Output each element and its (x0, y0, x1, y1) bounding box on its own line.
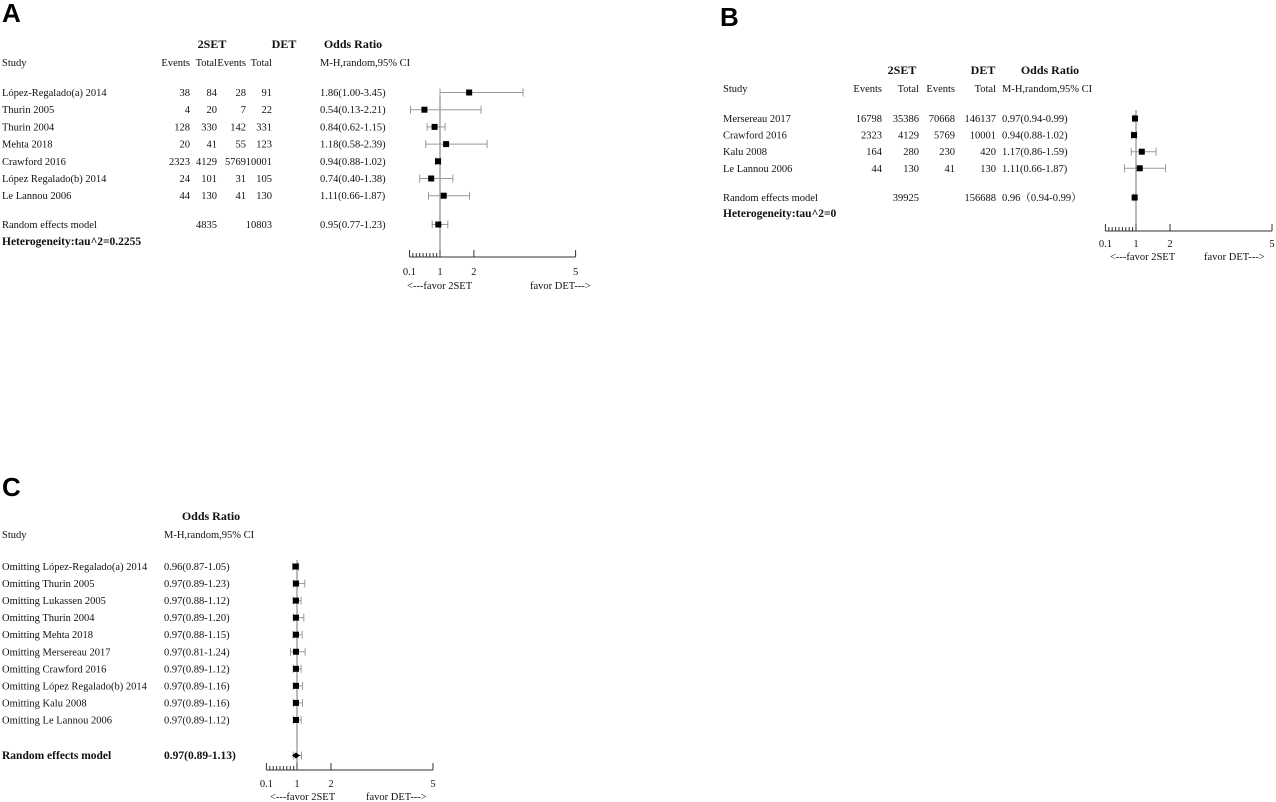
ci-text-cell: 0.96(0.87-1.05) (164, 562, 230, 573)
study-label: Omitting López Regalado(b) 2014 (2, 681, 147, 693)
col-header-ci: M-H,random,95% CI (164, 530, 255, 541)
ci-text-cell: 0.97(0.89-1.16) (164, 681, 230, 693)
total-2set-cell: 35386 (892, 114, 919, 125)
ci-text-cell: 0.97(0.89-1.20) (164, 613, 230, 625)
total-det-cell: 130 (980, 163, 996, 175)
ci-text-cell: 0.97(0.89-1.16) (164, 698, 230, 710)
total-2set-cell: 130 (903, 163, 919, 175)
group-header-det: DET (970, 63, 996, 77)
group-header-odds-ratio: Odds Ratio (323, 37, 383, 51)
total-2set-cell: 4129 (196, 156, 217, 168)
total-det-cell: 10001 (245, 156, 272, 168)
point-estimate (293, 683, 299, 689)
total-det-cell: 331 (256, 122, 272, 134)
total-det-cell: 130 (256, 191, 272, 203)
x-tick-label: 5 (430, 779, 436, 790)
heterogeneity-text: Heterogeneity:tau^2=0.2255 (2, 236, 142, 248)
total-2set-cell: 330 (201, 122, 217, 134)
panel-label-c: C (2, 472, 21, 502)
x-tick-label: 5 (1269, 239, 1275, 250)
events-det-cell: 41 (235, 191, 246, 203)
events-2set-cell: 128 (174, 122, 190, 134)
col-header-events-2set: Events (161, 58, 190, 69)
summary-estimate (1132, 195, 1138, 201)
point-estimate (293, 564, 299, 570)
point-estimate (435, 158, 441, 164)
point-estimate (1132, 116, 1138, 122)
group-header-odds-ratio: Odds Ratio (181, 509, 241, 523)
study-label: Le Lannou 2006 (2, 191, 72, 203)
events-det-cell: 5769 (225, 156, 246, 168)
events-det-cell: 142 (230, 122, 246, 134)
x-tick-label: 0.1 (259, 779, 273, 790)
summary-ci-text: 0.95(0.77-1.23) (320, 220, 386, 231)
ci-text-cell: 0.97(0.81-1.24) (164, 647, 230, 659)
point-estimate (466, 90, 472, 96)
panel-label-b: B (720, 2, 739, 32)
total-2set-cell: 4129 (898, 130, 919, 142)
summary-ci-text: 0.96（0.94-0.99） (1002, 193, 1082, 204)
col-header-total-2set: Total (897, 84, 919, 95)
point-estimate (293, 598, 299, 604)
events-2set-cell: 2323 (861, 130, 882, 142)
total-det-cell: 420 (980, 147, 996, 159)
favor-2set-label: <---favor 2SET (270, 792, 336, 802)
total-det-cell: 91 (261, 88, 272, 99)
group-header-odds-ratio: Odds Ratio (1020, 63, 1080, 77)
events-det-cell: 5769 (934, 130, 955, 142)
heterogeneity-text: Heterogeneity:tau^2=0 (723, 208, 837, 220)
point-estimate (293, 615, 299, 621)
x-tick-label: 1 (294, 779, 300, 790)
study-label: López-Regalado(a) 2014 (2, 88, 107, 99)
events-det-cell: 28 (235, 88, 246, 99)
ci-text-cell: 0.74(0.40-1.38) (320, 174, 386, 185)
ci-text-cell: 0.97(0.89-1.12) (164, 664, 230, 676)
study-label: Omitting Mehta 2018 (2, 630, 93, 642)
point-estimate (1137, 165, 1143, 171)
col-header-total-det: Total (974, 84, 996, 95)
study-label: Omitting Le Lannou 2006 (2, 715, 112, 727)
study-label: Omitting Crawford 2016 (2, 664, 107, 676)
study-label: Thurin 2005 (2, 105, 55, 117)
summary-total-det: 156688 (964, 193, 996, 204)
total-2set-cell: 41 (206, 139, 217, 151)
col-header-total-det: Total (250, 58, 272, 69)
total-2set-cell: 280 (903, 147, 919, 159)
study-label: Omitting Kalu 2008 (2, 698, 87, 710)
study-label: Kalu 2008 (723, 147, 768, 159)
point-estimate (293, 717, 299, 723)
col-header-events-det: Events (926, 84, 955, 95)
events-2set-cell: 16798 (855, 114, 882, 125)
ci-text-cell: 0.94(0.88-1.02) (320, 156, 386, 168)
summary-total-2set: 4835 (196, 220, 217, 231)
x-tick-label: 1 (437, 267, 443, 278)
events-2set-cell: 20 (179, 139, 190, 151)
summary-total-2set: 39925 (892, 193, 919, 204)
col-header-events-det: Events (217, 58, 246, 69)
ci-text-cell: 1.18(0.58-2.39) (320, 139, 386, 151)
x-tick-label: 5 (572, 267, 579, 278)
point-estimate (428, 176, 434, 182)
study-label: Omitting López-Regalado(a) 2014 (2, 562, 148, 573)
col-header-study: Study (723, 84, 748, 95)
study-label: Thurin 2004 (2, 122, 55, 134)
x-tick-label: 2 (328, 779, 334, 790)
ci-text-cell: 0.94(0.88-1.02) (1002, 130, 1068, 142)
x-tick-label: 1 (1133, 239, 1139, 250)
study-label: Mehta 2018 (2, 139, 53, 151)
ci-text-cell: 0.97(0.94-0.99) (1002, 114, 1068, 125)
x-tick-label: 0.1 (402, 267, 417, 278)
ci-text-cell: 0.97(0.89-1.23) (164, 579, 230, 591)
point-estimate (432, 124, 438, 130)
total-det-cell: 146137 (964, 114, 996, 125)
study-label: López Regalado(b) 2014 (2, 174, 107, 185)
events-det-cell: 7 (240, 105, 246, 117)
point-estimate (293, 581, 299, 587)
favor-det-label: favor DET---> (1204, 252, 1265, 263)
point-estimate (293, 649, 299, 655)
x-tick-label: 2 (1167, 239, 1173, 250)
group-header-2set: 2SET (887, 63, 917, 77)
study-label: Crawford 2016 (723, 130, 787, 142)
col-header-study: Study (2, 530, 27, 541)
point-estimate (1131, 132, 1137, 138)
col-header-ci: M-H,random,95% CI (320, 58, 411, 69)
point-estimate (293, 666, 299, 672)
total-det-cell: 123 (256, 139, 272, 151)
summary-ci-text: 0.97(0.89-1.13) (164, 750, 236, 762)
study-label: Le Lannou 2006 (723, 163, 793, 175)
ci-text-cell: 1.86(1.00-3.45) (320, 88, 386, 99)
ci-text-cell: 0.97(0.88-1.15) (164, 630, 230, 642)
events-2set-cell: 4 (184, 105, 190, 117)
col-header-events-2set: Events (853, 84, 882, 95)
total-det-cell: 22 (261, 105, 272, 117)
study-label: Omitting Mersereau 2017 (2, 647, 111, 659)
favor-det-label: favor DET---> (366, 792, 427, 802)
favor-2set-label: <---favor 2SET (1110, 252, 1176, 263)
events-det-cell: 55 (235, 139, 246, 151)
total-2set-cell: 101 (201, 174, 217, 185)
summary-label: Random effects model (723, 193, 818, 204)
ci-text-cell: 1.11(0.66-1.87) (320, 191, 386, 203)
events-2set-cell: 44 (871, 163, 882, 175)
point-estimate (293, 632, 299, 638)
col-header-ci: M-H,random,95% CI (1002, 84, 1093, 95)
ci-text-cell: 1.17(0.86-1.59) (1002, 147, 1068, 159)
col-header-study: Study (2, 58, 27, 69)
study-label: Mersereau 2017 (723, 114, 791, 125)
events-2set-cell: 164 (866, 147, 882, 159)
ci-text-cell: 0.84(0.62-1.15) (320, 122, 386, 134)
favor-det-label: favor DET---> (530, 281, 591, 292)
events-2set-cell: 44 (179, 191, 190, 203)
point-estimate (441, 193, 447, 199)
events-2set-cell: 38 (179, 88, 190, 99)
events-2set-cell: 24 (179, 174, 190, 185)
point-estimate (1139, 149, 1145, 155)
ci-text-cell: 0.97(0.88-1.12) (164, 596, 230, 608)
panel-label-a: A (2, 0, 21, 28)
total-det-cell: 10001 (969, 130, 996, 142)
group-header-det: DET (271, 37, 297, 51)
total-2set-cell: 84 (206, 88, 217, 99)
total-det-cell: 105 (256, 174, 272, 185)
total-2set-cell: 20 (206, 105, 217, 117)
total-2set-cell: 130 (201, 191, 217, 203)
events-det-cell: 41 (944, 163, 955, 175)
ci-text-cell: 1.11(0.66-1.87) (1002, 163, 1068, 175)
events-det-cell: 31 (235, 174, 246, 185)
events-det-cell: 70668 (928, 114, 955, 125)
ci-text-cell: 0.54(0.13-2.21) (320, 105, 386, 117)
x-tick-label: 2 (471, 267, 477, 278)
col-header-total-2set: Total (195, 58, 217, 69)
study-label: Omitting Lukassen 2005 (2, 596, 106, 608)
summary-total-det: 10803 (245, 220, 272, 231)
point-estimate (421, 107, 427, 113)
point-estimate (293, 700, 299, 706)
events-det-cell: 230 (939, 147, 955, 159)
favor-2set-label: <---favor 2SET (407, 281, 473, 292)
group-header-2set: 2SET (197, 37, 227, 51)
x-tick-label: 0.1 (1098, 239, 1112, 250)
point-estimate (443, 141, 449, 147)
summary-estimate (435, 222, 441, 228)
events-2set-cell: 2323 (169, 156, 190, 168)
study-label: Crawford 2016 (2, 156, 66, 168)
ci-text-cell: 0.97(0.89-1.12) (164, 715, 230, 727)
summary-label: Random effects model (2, 220, 97, 231)
summary-label: Random effects model (2, 750, 112, 762)
study-label: Omitting Thurin 2004 (2, 613, 95, 625)
study-label: Omitting Thurin 2005 (2, 579, 95, 591)
